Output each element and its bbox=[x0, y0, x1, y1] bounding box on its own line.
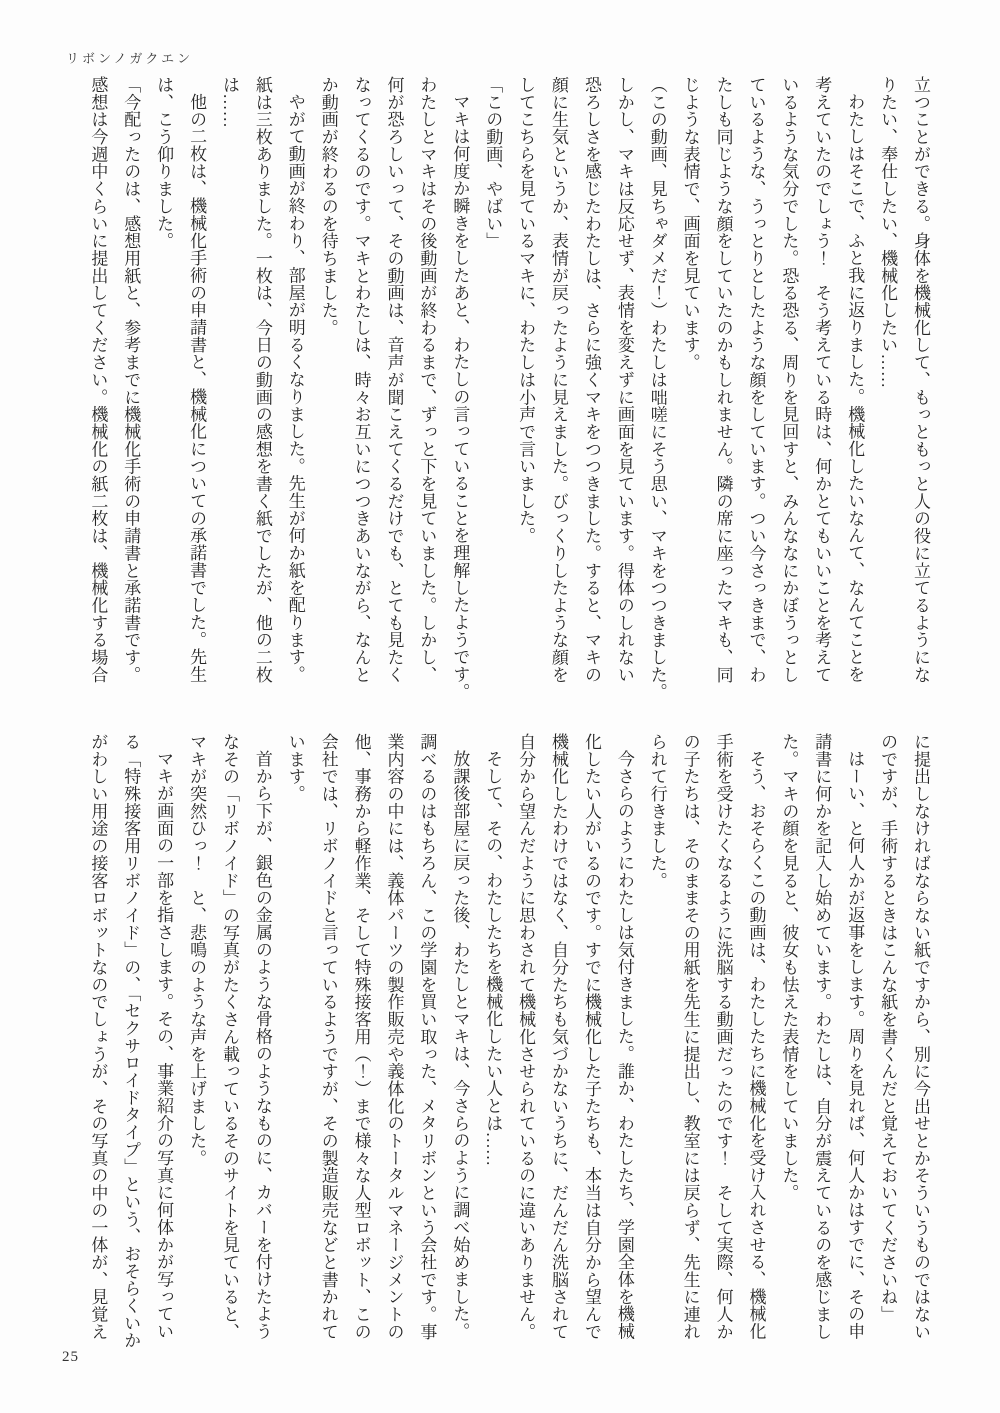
text-column: マキは何度か瞬きをしたあと、わたしの言っていることを理解したようです。 bbox=[450, 93, 470, 701]
text-column: 何が恐ろしいって、その動画は、音声が聞こえてくるだけでも、とても見たく bbox=[384, 76, 404, 684]
text-column: られて行きました。 bbox=[647, 733, 667, 890]
text-column: 恐ろしさを感じたわたしは、さらに強くマキをつつきました。すると、マキの bbox=[581, 76, 601, 684]
text-column: のですが、手術するときはこんな紙を書くんだと覚えておいてくださいね」 bbox=[878, 733, 898, 1323]
text-column: はーい、と何人かが返事をします。周りを見れば、何人かはすでに、その申 bbox=[845, 750, 865, 1340]
text-column: 手術を受けたくなるように洗脳する動画だったのです！ そして実際、何人か bbox=[713, 733, 733, 1341]
text-column: か動画が終わるのを待ちました。 bbox=[318, 76, 338, 337]
text-column: 紙は三枚ありました。一枚は、今日の動画の感想を書く紙でしたが、他の二枚 bbox=[252, 76, 272, 684]
text-column: 「この動画、やばい」 bbox=[483, 76, 503, 250]
text-column: 「今配ったのは、感想用紙と、参考までに機械化手術の申請書と承諾書です。 bbox=[121, 76, 141, 684]
text-column: いるような気分でした。恐る恐る、周りを見回すと、みんななにかぼうっとし bbox=[779, 76, 799, 684]
text-column: 調べるのはもちろん、この学園を買い取った、メタリボンという会社です。事 bbox=[417, 733, 437, 1341]
text-column: しかし、マキは反応せず、表情を変えずに画面を見ています。得体のしれない bbox=[614, 76, 634, 684]
text-column: マキが画面の一部を指さします。その、事業紹介の写真に何体かが写ってい bbox=[154, 750, 174, 1340]
text-column: た。マキの顔を見ると、彼女も怯えた表情をしていました。 bbox=[779, 733, 799, 1202]
page-number: 25 bbox=[62, 1349, 79, 1365]
text-column: 今さらのようにわたしは気付きました。誰か、わたしたち、学園全体を機械 bbox=[614, 750, 634, 1340]
text-column: たしも同じような顔をしていたのかもしれません。隣の席に座ったマキも、同 bbox=[713, 76, 733, 684]
text-column: なってくるのです。マキとわたしは、時々お互いにつつきあいながら、なんと bbox=[351, 76, 371, 684]
text-column: 感想は今週中くらいに提出してください。機械化の紙二枚は、機械化する場合 bbox=[88, 76, 108, 684]
text-column: わたしはそこで、ふと我に返りました。機械化したいなんて、なんてことを bbox=[845, 93, 865, 683]
text-column: わたしとマキはその後動画が終わるまで、ずっと下を見ていました。しかし、 bbox=[417, 76, 437, 684]
text-column: 会社では、リボノイドと言っているようですが、その製造販売などと書かれて bbox=[318, 733, 338, 1341]
text-column: は、こう仰りました。 bbox=[154, 76, 174, 250]
text-column: に提出しなければならない紙ですから、別に今出せとかそういうものではない bbox=[911, 733, 930, 1341]
text-column: やがて動画が終わり、部屋が明るくなりました。先生が何か紙を配ります。 bbox=[285, 93, 305, 683]
main-text-bottom-block bbox=[80, 733, 936, 1357]
text-column: そう、おそらくこの動画は、わたしたちに機械化を受け入れさせる、機械化 bbox=[746, 750, 766, 1340]
text-column: りたい、奉仕したい、機械化したい…… bbox=[878, 76, 898, 389]
text-column: してこちらを見ているマキに、わたしは小声で言いました。 bbox=[516, 76, 536, 545]
text-column: 化したい人がいるのです。すでに機械化した子たちも、本当は自分から望んで bbox=[581, 733, 601, 1341]
text-column: がわしい用途の接客ロボットなのでしょうが、その写真の中の一体が、見覚え bbox=[88, 733, 108, 1341]
text-column: 業内容の中には、義体パーツの製作販売や義体化のトータルマネージメントの bbox=[384, 733, 404, 1341]
text-column: 機械化したわけではなく、自分たちも気づかないうちに、だんだん洗脳されて bbox=[549, 733, 569, 1341]
text-column: います。 bbox=[285, 733, 305, 803]
text-column: 自分から望んだように思わされて機械化させられているのに違いありません。 bbox=[516, 733, 536, 1341]
text-column: 請書に何かを記入し始めています。わたしは、自分が震えているのを感じまし bbox=[812, 733, 832, 1341]
text-column: マキが突然ひっ！ と、悲鳴のような声を上げました。 bbox=[187, 733, 207, 1167]
text-column: は…… bbox=[219, 76, 239, 129]
running-header-title: リボンノガクエン bbox=[66, 51, 194, 66]
text-column: 他の二枚は、機械化手術の申請書と、機械化についての承諾書でした。先生 bbox=[187, 93, 207, 683]
text-column: じような表情で、画面を見ています。 bbox=[680, 76, 700, 371]
text-column: の子たちは、そのままその用紙を先生に提出し、教室には戻らず、先生に連れ bbox=[680, 733, 700, 1341]
text-column: ているような、うっとりとしたような顔をしています。つい今さっきまで、わ bbox=[746, 76, 766, 684]
text-column: る「特殊接客用リボノイド」の、「セクサロイドタイプ」という、おそらくいか bbox=[121, 733, 141, 1350]
text-column: そして、その、わたしたちを機械化したい人とは…… bbox=[483, 750, 503, 1167]
text-column: 立つことができる。身体を機械化して、もっともっと人の役に立てるようにな bbox=[911, 76, 930, 684]
text-column: 他、事務から軽作業、そして特殊接客用（！）まで様々な人型ロボット、この bbox=[351, 733, 371, 1341]
text-column: （この動画、見ちゃダメだ！）わたしは咄嗟にそう思い、マキをつつきました。 bbox=[647, 76, 667, 701]
text-column: 考えていたのでしょう！ そう考えている時は、何かとてもいいことを考えて bbox=[812, 76, 832, 684]
text-column: 首から下が、銀色の金属のような骨格のようなものに、カバーを付けたよう bbox=[252, 750, 272, 1340]
main-text-top-block bbox=[80, 76, 936, 704]
text-column: 顔に生気というか、表情が戻ったように見えました。びっくりしたような顔を bbox=[549, 76, 569, 684]
text-column: 放課後部屋に戻った後、わたしとマキは、今さらのように調べ始めました。 bbox=[450, 750, 470, 1340]
text-column: なその「リボノイド」の写真がたくさん載っているそのサイトを見ていると、 bbox=[219, 733, 239, 1341]
